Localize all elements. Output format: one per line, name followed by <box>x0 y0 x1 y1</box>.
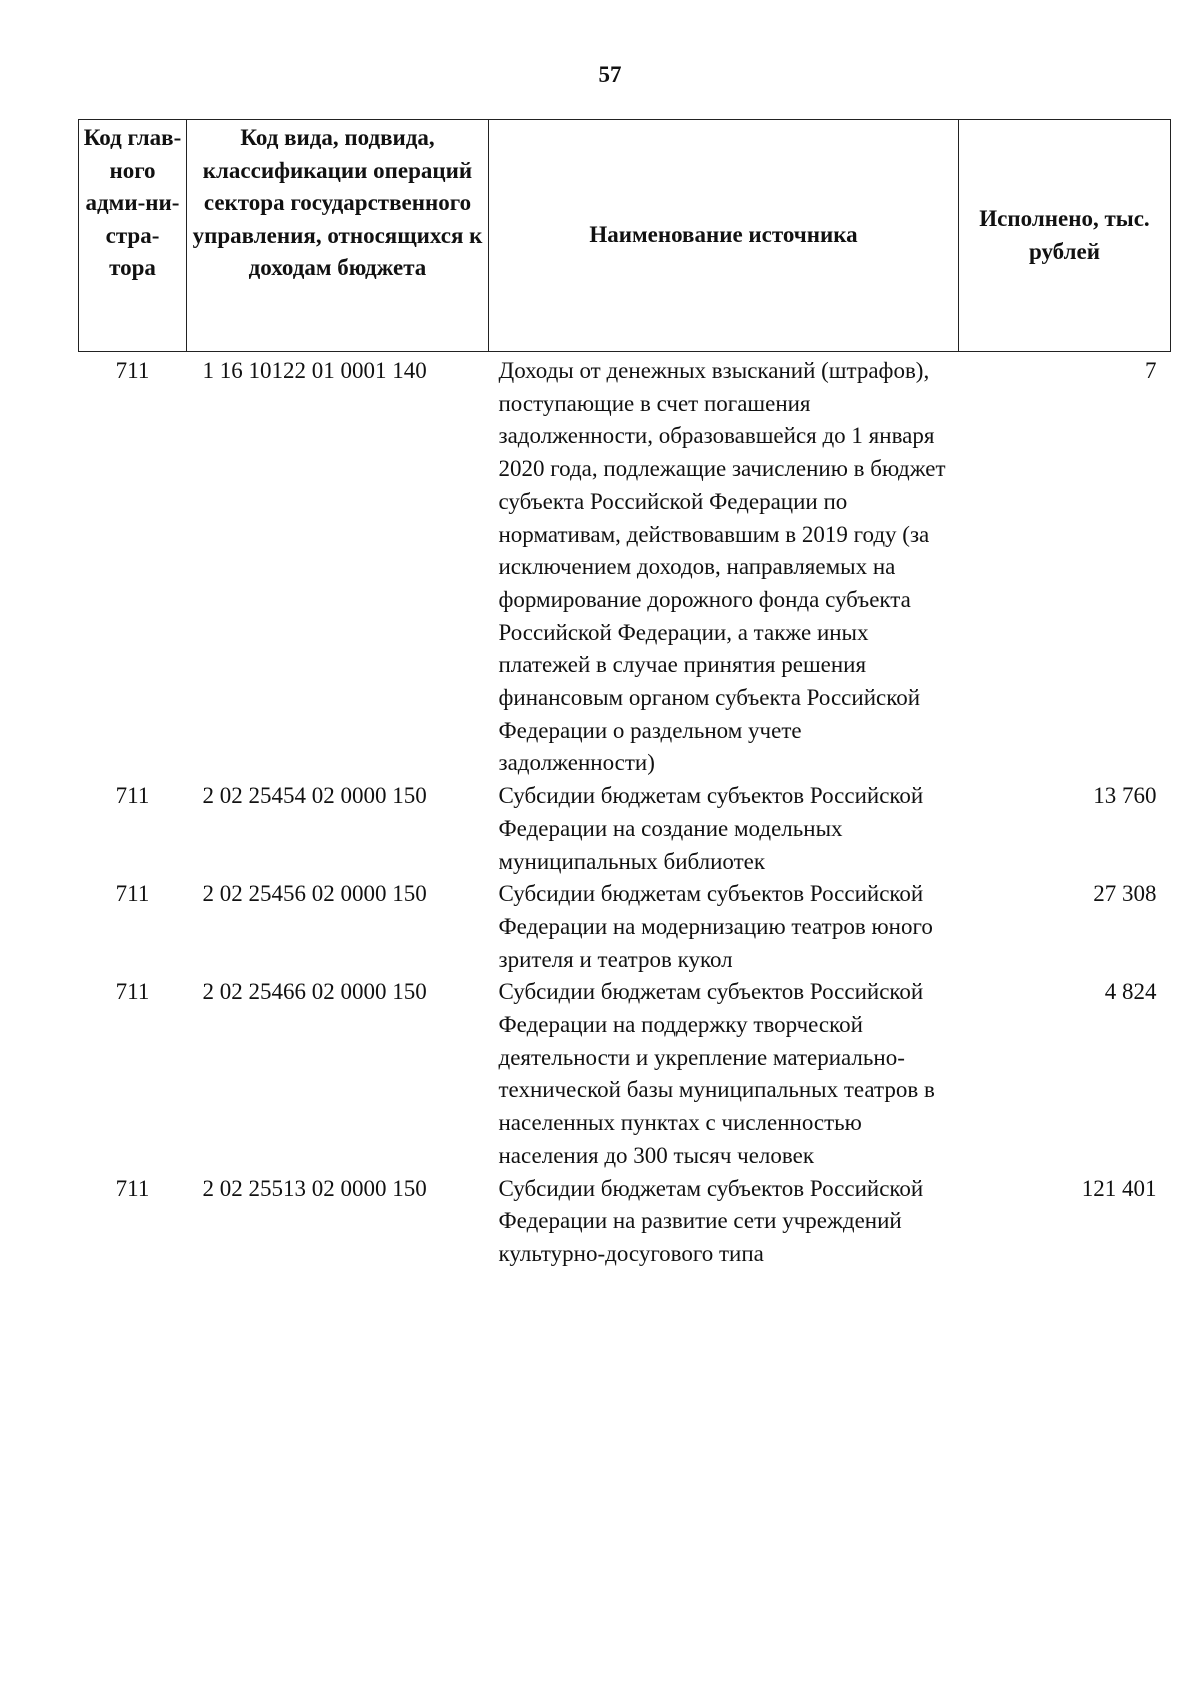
amount-cell: 13 760 <box>1093 783 1157 809</box>
source-name-cell: Субсидии бюджетам субъектов Российской Федерации на поддержку творческой деятельности и укрепление материально-технической базы муниципальных театров в населенных пунктах с численностью населения до 300 тысяч человек <box>498 979 935 1168</box>
table-row <box>79 878 1171 976</box>
header-amount: Исполнено, тыс. рублей <box>959 120 1171 352</box>
classification-code-cell: 1 16 10122 01 0001 140 <box>202 358 427 383</box>
admin-code-cell: 711 <box>115 1175 150 1201</box>
page-number: 57 <box>598 62 622 87</box>
header-admin-code: Код глав-ного адми-ни-стра-тора <box>79 120 187 352</box>
classification-code-cell: 2 02 25466 02 0000 150 <box>202 979 427 1005</box>
classification-code-cell: 2 02 25454 02 0000 150 <box>202 783 427 809</box>
table-row <box>79 1173 1171 1271</box>
header-source-name: Наименование источника <box>489 120 959 352</box>
header-classification-code: Код вида, подвида, классификации операций сектора государственного управления, относящихся к доходам бюджета <box>187 120 489 352</box>
admin-code-cell: 711 <box>115 881 150 907</box>
source-name-cell: Субсидии бюджетам субъектов Российской Федерации на развитие сети учреждений культурно-досугового типа <box>498 1175 924 1266</box>
amount-cell: 4 824 <box>1104 979 1157 1005</box>
amount-cell: 121 401 <box>1081 1175 1157 1201</box>
classification-code-cell: 2 02 25513 02 0000 150 <box>202 1175 427 1201</box>
amount-cell: 27 308 <box>1093 881 1157 907</box>
table-row <box>79 352 1171 781</box>
source-name-cell: Доходы от денежных взысканий (штрафов), поступающие в счет погашения задолженности, образовавшейся до 1 января 2020 года, подлежащие зачислению в бюджет субъекта Российской Федерации по нормативам, действовавшим в 2019 году (за исключением доходов, направляемых на формирование дорожного фонда субъекта Российской Федерации, а также иных платежей в случае принятия решения финансовым органом субъекта Российской Федерации о раздельном учете задолженности) <box>498 358 946 776</box>
amount-cell: 7 <box>1145 358 1157 383</box>
header-row <box>79 120 1171 352</box>
table-header <box>79 120 1171 352</box>
table-body <box>79 352 1171 1271</box>
revenue-sources-table <box>78 119 1171 1271</box>
source-name-cell: Субсидии бюджетам субъектов Российской Федерации на создание модельных муниципальных библиотек <box>498 783 924 874</box>
source-name-cell: Субсидии бюджетам субъектов Российской Федерации на модернизацию театров юного зрителя и театров кукол <box>498 881 933 972</box>
admin-code-cell: 711 <box>115 783 150 809</box>
admin-code-cell: 711 <box>115 358 150 383</box>
classification-code-cell: 2 02 25456 02 0000 150 <box>202 881 427 907</box>
table-row <box>79 976 1171 1172</box>
table-row <box>79 780 1171 878</box>
admin-code-cell: 711 <box>115 979 150 1005</box>
